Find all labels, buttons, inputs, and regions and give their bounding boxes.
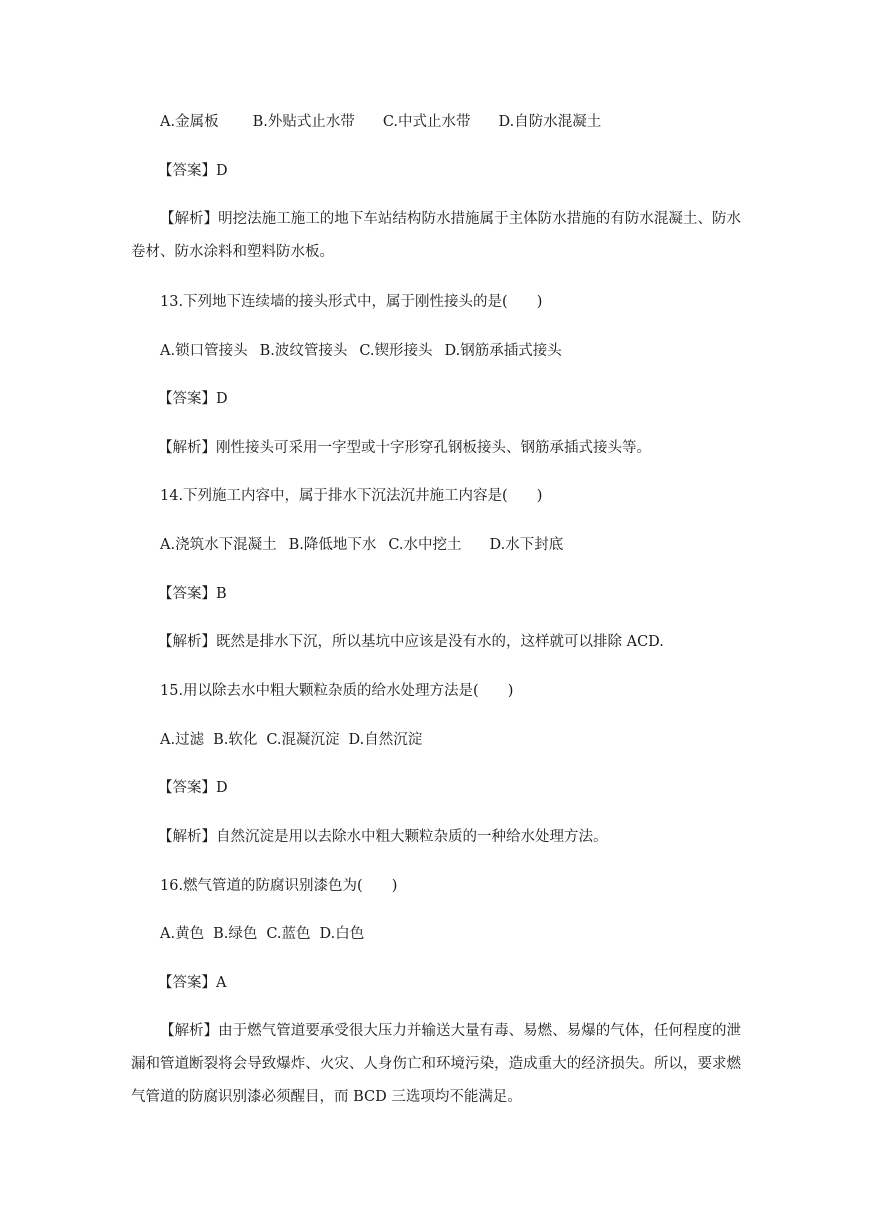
q15-option-d: D.自然沉淀	[348, 732, 423, 748]
q15-question: 15.用以除去水中粗大颗粒杂质的给水处理方法是( )	[160, 683, 514, 699]
q13-option-a: A.锁口管接头	[160, 343, 248, 359]
q12-answer: 【答案】D	[158, 163, 228, 179]
q14-option-d: D.水下封底	[489, 537, 564, 553]
q13-question: 13.下列地下连续墙的接头形式中，属于刚性接头的是( )	[160, 294, 543, 310]
q14-question: 14.下列施工内容中，属于排水下沉法沉井施工内容是( )	[160, 488, 543, 504]
q14-option-a: A.浇筑水下混凝土	[160, 537, 277, 553]
q12-option-b: B.外贴式止水带	[252, 114, 355, 130]
q13-option-d: D.钢筋承插式接头	[444, 343, 562, 359]
q16-options	[160, 924, 364, 944]
q15-option-a: A.过滤	[160, 732, 205, 748]
q16-answer: 【答案】A	[158, 975, 227, 991]
q15-options	[160, 730, 422, 750]
q12-option-c: C.中式止水带	[382, 114, 471, 130]
q14-option-c: C.水中挖土	[388, 537, 462, 553]
q13-option-c: C.锲形接头	[359, 343, 433, 359]
q14-answer: 【答案】B	[158, 586, 227, 602]
q15-answer: 【答案】D	[158, 780, 228, 796]
q16-option-d: D.白色	[319, 926, 365, 942]
q13-options	[160, 341, 562, 361]
q12-options	[160, 112, 601, 132]
q14-options	[160, 535, 563, 555]
q13-answer: 【答案】D	[158, 391, 228, 407]
q16-option-a: A.黄色	[160, 926, 205, 942]
q15-option-b: B.软化	[213, 732, 258, 748]
q13-analysis: 【解析】刚性接头可采用一字型或十字形穿孔钢板接头、钢筋承插式接头等。	[158, 440, 651, 456]
q16-question: 16.燃气管道的防腐识别漆色为( )	[160, 878, 398, 894]
q16-option-c: C.蓝色	[266, 926, 311, 942]
q12-analysis: 【解析】明挖法施工施工的地下车站结构防水措施属于主体防水措施的有防水混凝土、防水卷材、防水涂料和塑料防水板。	[131, 211, 741, 260]
q16-analysis: 【解析】由于燃气管道要承受很大压力并输送大量有毒、易燃、易爆的气体，任何程度的泄漏和管道断裂将会导致爆炸、火灾、人身伤亡和环境污染，造成重大的经济损失。所以，要求燃气管道的防腐识别漆必须醒目，而 BCD 三选项均不能满足。	[131, 1023, 741, 1105]
q15-analysis: 【解析】自然沉淀是用以去除水中粗大颗粒杂质的一种给水处理方法。	[158, 829, 608, 845]
q13-option-b: B.波纹管接头	[259, 343, 348, 359]
q12-option-d: D.自防水混凝土	[498, 114, 602, 130]
q15-option-c: C.混凝沉淀	[266, 732, 340, 748]
q14-option-b: B.降低地下水	[288, 537, 377, 553]
q12-option-a: A.金属板	[160, 114, 219, 130]
q16-option-b: B.绿色	[213, 926, 258, 942]
q14-analysis: 【解析】既然是排水下沉，所以基坑中应该是没有水的，这样就可以排除 ACD.	[158, 634, 664, 650]
